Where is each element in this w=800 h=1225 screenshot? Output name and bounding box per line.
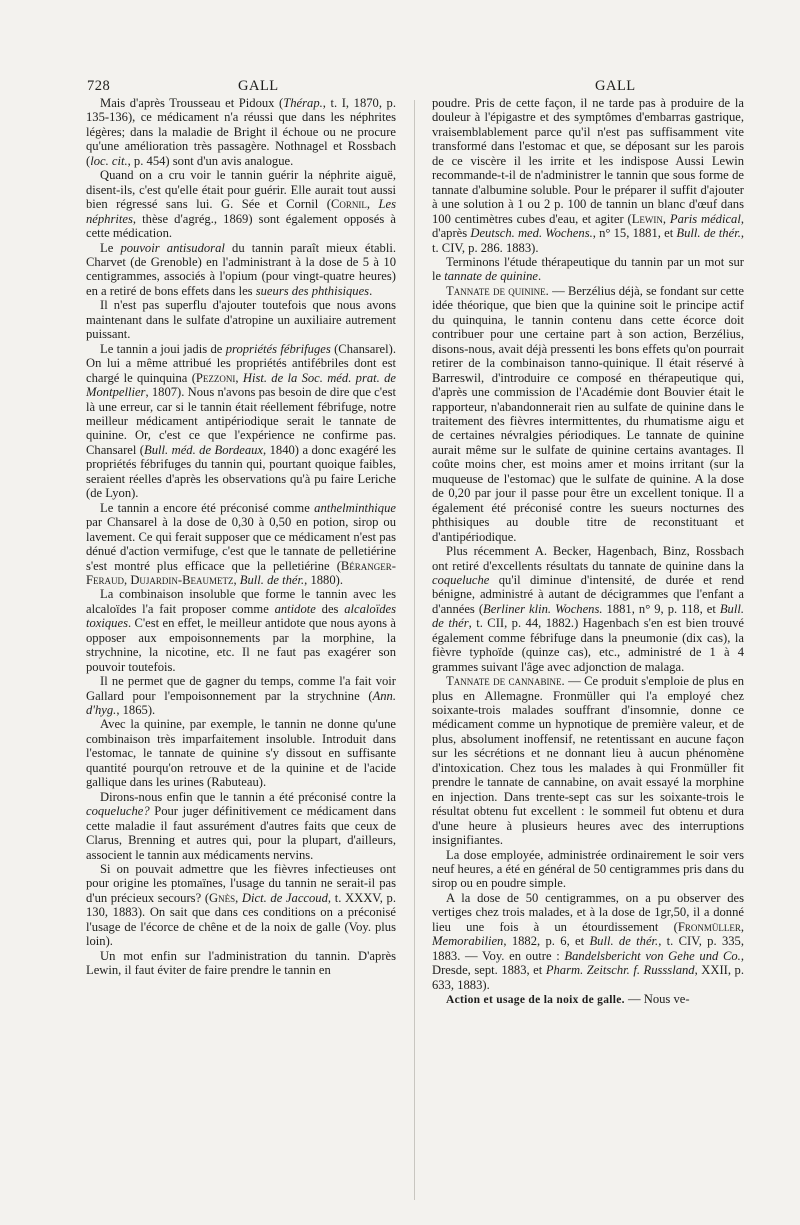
paragraph: La combinaison insoluble que forme le tannin avec les alcaloïdes l'a fait proposer comme antidote des alcaloïdes toxiques. C'est en effet, le meilleur antidote que nous ayons à opposer aux empoisonnements par la morphine, la strychnine, la nicotine, etc. Il ne faut pas exagérer son pouvoir toutefois. <box>86 587 396 674</box>
paragraph: Le tannin a joui jadis de propriétés fébrifuges (Chansarel). On lui a même attribué les propriétés antifébriles dont est chargé le quinquina (Pezzoni, Hist. de la Soc. méd. prat. de Montpellier, 1807). Nous n'avons pas besoin de dire que c'est là une erreur, car si le tannin était réellement fébrifuge, notre meilleur médicament antipériodique serait le tannate de quinine. Or, c'est ce que l'expérience ne confirme pas. Chansarel (Bull. méd. de Bordeaux, 1840) a donc exagéré les propriétés fébrifuges du tannin qui, pourtant quoique faibles, seraient réelles d'après les observations qu'à pu faire Leriche (de Lyon). <box>86 341 397 501</box>
paragraph: Dirons-nous enfin que le tannin a été préconisé contre la coqueluche? Pour juger définitivement ce médicament dans cette maladie il faut assurément d'autres faits que ceux de Clarus, Brenning et autres qui, pour la plupart, d'ailleurs, associent le tannin aux médicaments nervins. <box>86 789 396 862</box>
paragraph: Quand on a cru voir le tannin guérir la néphrite aiguë, disent-ils, c'est qu'elle était pour guérir. Elle aurait tout aussi bien régressé sans lui. G. Sée et Cornil (Cornil, Les néphrites, thèse d'agrég., 1869) sont également opposés à cette médication. <box>86 168 397 241</box>
paragraph: Le tannin a encore été préconisé comme anthelminthique par Chansarel à la dose de 0,30 à 0,50 en potion, sirop ou lavement. Ce qui ferait supposer que ce médicament n'est pas dénué d'action vermifuge, c'est que le tannate de pelletiérine s'est montré plus efficace que la pelletiérine (Béranger-Feraud, Dujardin-Beaumetz, Bull. de thér., 1880). <box>86 500 396 587</box>
running-head-right: GALL <box>595 78 636 94</box>
paragraph: Tannate de quinine. — Berzélius déjà, se fondant sur cette idée théorique, que bien que la quinine soit le principe actif du quinquina, le tannin contenu dans cette écorce doit contribuer pour une certaine part à son action, Berzélius, disons-nous, avait déjà pressenti les bons effets qu'on pourrait retirer de la combinaison tanno-quinique. Il était réservé à Barreswil, d'introduire ce composé en thérapeutique qui, d'après une commission de l'Académie dont Bouvier était le rapporteur, n'abandonnerait rien au sulfate de quinine dans le traitement des fièvres intermittentes, du rhumatisme aigu et de certaines névralgies périodiques. Le tannate de quinine aurait même sur le sulfate de quinine certains avantages. Il coûte moins cher, est moins amer et moins irritant (sur la muqueuse de l'estomac) que le sulfate de quinine. A la dose de 0,20 par jour il passe pour être un excellent tonique. Il a également été préconisé contre les sueurs nocturnes des phthisiques au double titre de reconstituant et d'antipériodique. <box>432 283 745 544</box>
paragraph: Mais d'après Trousseau et Pidoux (Thérap., t. I, 1870, p. 135-136), ce médicament n'a réussi que dans les néphrites légères; dans la maladie de Bright il échoue ou ne procure qu'une amélioration très passagère. Nothnagel et Rossbach (loc. cit., p. 454) sont d'un avis analogue. <box>86 96 396 168</box>
left-column <box>86 96 396 978</box>
column-divider <box>414 100 415 1200</box>
page-number: 728 <box>87 78 111 94</box>
right-column <box>432 96 744 1008</box>
paragraph: Tannate de cannabine. — Ce produit s'emploie de plus en plus en Allemagne. Fronmüller qui l'a employé chez soixante-trois malades souffrant d'insomnie, donne ce médicament comme un hypnotique de première valeur, et de plus, absolument inoffensif, ne retentissant en aucune façon sur les sécrétions et ne donnant lieu à aucun phénomène d'intoxication. Chez tous les malades à qui Fronmüller fit prendre le tannate de cannabine, on avait essayé la morphine en injection. Dans trente-sept cas sur les soixante-trois le résultat obtenu fut excellent : le sommeil fut obtenu et dura d'une heure à plusieurs heures avec des interruptions insignifiantes. <box>432 674 744 848</box>
paragraph: Le pouvoir antisudoral du tannin paraît mieux établi. Charvet (de Grenoble) en l'administrant à la dose de 5 à 10 centigrammes, associés à l'opium (pour vingt-quatre heures) en a retiré de bons effets dans les sueurs des phthisiques. <box>86 240 397 298</box>
paragraph: Il n'est pas superflu d'ajouter toutefois que nous avons maintenant dans le sulfate d'atropine un auxiliaire autrement puissant. <box>86 298 396 342</box>
paragraph: Si on pouvait admettre que les fièvres infectieuses ont pour origine les ptomaïnes, l'usage du tannin ne serait-il pas d'un précieux secours? (Gnès, Dict. de Jaccoud, t. XXXV, p. 130, 1883). On sait que dans ces conditions on a préconisé l'usage de l'écorce de chêne et de la noix de galle (Voy. plus loin). <box>86 862 396 949</box>
paragraph: Un mot enfin sur l'administration du tannin. D'après Lewin, il faut éviter de faire prendre le tannin en <box>86 948 396 978</box>
paragraph: Avec la quinine, par exemple, le tannin ne donne qu'une combinaison très imparfaitement insoluble. Introduit dans l'estomac, le tannate de quinine s'y dissout en suffisante quantité pourqu'on retrouve et de la quinine et de l'acide gallique dans les urines (Rabuteau). <box>86 717 396 790</box>
paragraph: Plus récemment A. Becker, Hagenbach, Binz, Rossbach ont retiré d'excellents résultats du tannate de quinine dans la coqueluche qu'il diminue d'intensité, de durée et rend bénigne, administré à autant de décigrammes que l'enfant a d'années (Berliner klin. Wochens. 1881, n° 9, p. 118, et Bull. de thér, t. CII, p. 44, 1882.) Hagenbach s'en est bien trouvé également comme fébrifuge dans la pneumonie (dix cas), la fièvre typhoïde (quinze cas), etc., administré de 1 à 4 grammes suivant l'âge avec adjonction de malaga. <box>432 544 744 674</box>
paragraph: Il ne permet que de gagner du temps, comme l'a fait voir Gallard pour l'empoisonnement par la strychnine (Ann. d'hyg., 1865). <box>86 674 396 718</box>
paragraph: Terminons l'étude thérapeutique du tannin par un mot sur le tannate de quinine. <box>432 254 744 284</box>
paragraph: Action et usage de la noix de galle. — Nous ve- <box>446 992 690 1007</box>
paragraph: La dose employée, administrée ordinairement le soir vers neuf heures, a été en général de 50 centigrammes pris dans du sirop ou en poudre simple. <box>432 847 744 891</box>
running-head-left: GALL <box>238 78 279 94</box>
paragraph: A la dose de 50 centigrammes, on a pu observer des vertiges chez trois malades, et à la dose de 1gr,50, il a donné lieu une fois à un étourdissement (Fronmüller, Memorabilien, 1882, p. 6, et Bull. de thér., t. CIV, p. 335, 1883. — Voy. en outre : Bandelsbericht von Gehe und Co., Dresde, sept. 1883, et Pharm. Zeitschr. f. Russsland, XXII, p. 633, 1883). <box>432 890 744 992</box>
paragraph: poudre. Pris de cette façon, il ne tarde pas à produire de la douleur à l'épigastre et des symptômes d'embarras gastrique, vraisemblablement parce qu'il n'est pas suffisamment vite transformé dans l'estomac et que, se déposant sur les parois de ce viscère il les irrite et les indispose Aussi Lewin recommande-t-il de n'administrer le tannin que sous forme de tannate d'albumine soluble. Pour le préparer il suffit d'ajouter à une solution à 1 ou 2 p. 100 de tannin un blanc d'œuf dans 100 centimètres cubes d'eau, et agiter (Lewin, Paris médical, d'après Deutsch. med. Wochens., n° 15, 1881, et Bull. de thér., t. CIV, p. 286. 1883). <box>432 96 745 255</box>
